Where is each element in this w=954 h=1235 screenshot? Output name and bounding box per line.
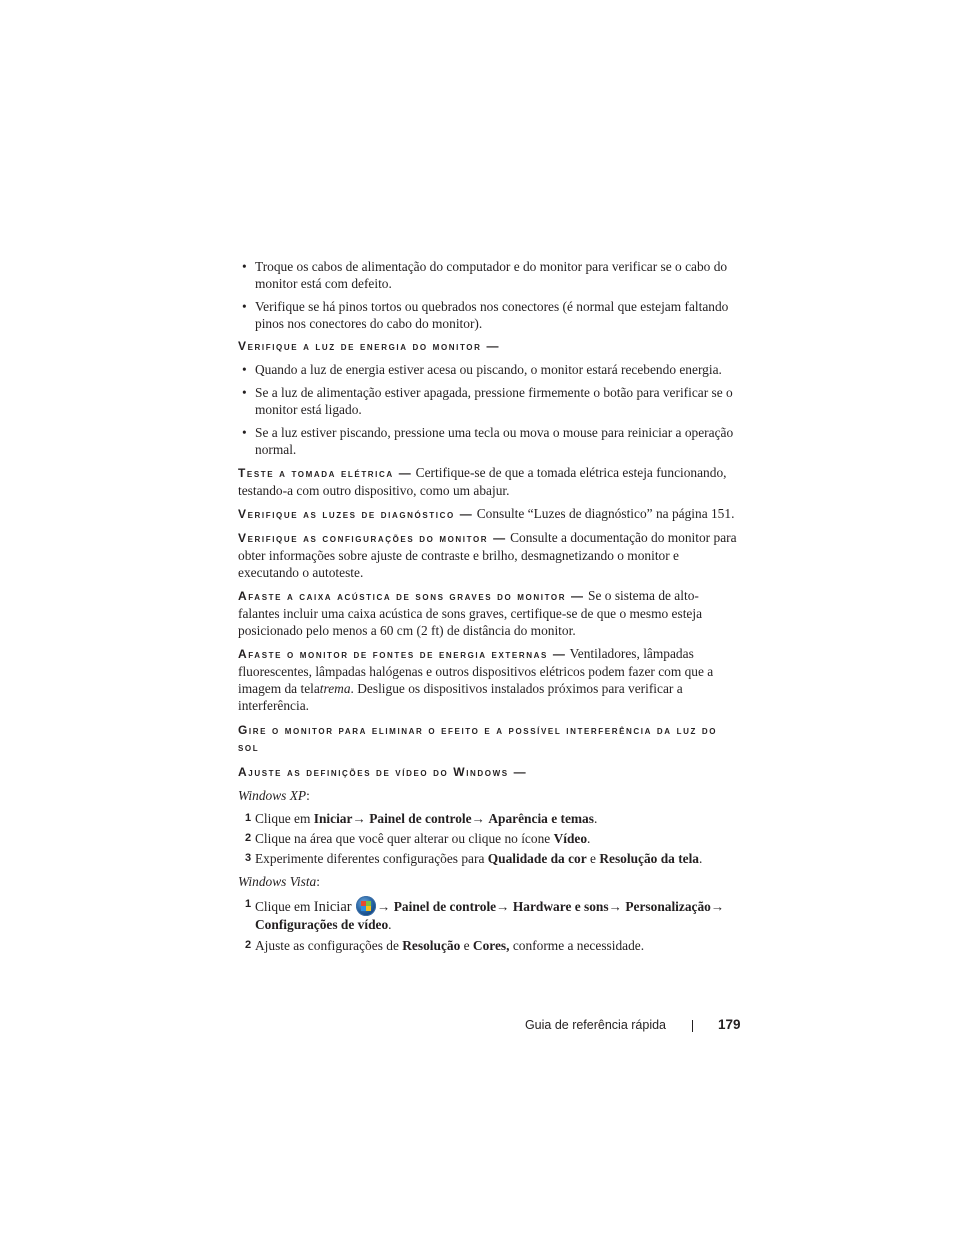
label-windows-vista: Windows Vista: xyxy=(238,874,320,889)
list-item: 2 Clique na área que você quer alterar ou clique no ícone Vídeo. xyxy=(245,831,591,846)
list-item: 2 Ajuste as configurações de Resolução e Cores, conforme a necessidade. xyxy=(245,938,645,953)
heading-video-settings: Ajuste as definições de vídeo do Windows — xyxy=(238,765,528,779)
list-item: 3 Experimente diferentes configurações para Qualidade da cor e Resolução da tela. xyxy=(245,851,703,866)
list-item: • Verifique se há pinos tortos ou quebrados nos conectores (é normal que estejam faltando pinos nos conectores do cabo do monitor). xyxy=(242,299,729,331)
heading-rotate: Gire o monitor para eliminar o efeito e a possível interferência da luz do sol xyxy=(238,723,718,754)
heading-monitor-settings: Verifique as configurações do monitor — xyxy=(238,531,507,545)
windows-start-orb-icon xyxy=(356,896,376,916)
footer-title: Guia de referência rápida xyxy=(524,1018,666,1032)
list-item: • Troque os cabos de alimentação do computador e do monitor para verificar se o cabo do monitor está com defeito. xyxy=(242,259,728,291)
list-item: 1 Clique em Iniciar→ Painel de controle→ Aparência e temas. xyxy=(245,811,598,826)
list-item: • Se a luz estiver piscando, pressione uma tecla ou mova o mouse para reiniciar a operação normal. xyxy=(242,425,734,457)
heading-external-power: Afaste o monitor de fontes de energia externas — xyxy=(238,647,567,661)
paragraph-diag-lights: Verifique as luzes de diagnóstico — Consulte “Luzes de diagnóstico” na página 151. xyxy=(238,506,735,521)
paragraph-monitor-settings: Verifique as configurações do monitor — Consulte a documentação do monitor para obter informações sobre ajuste de contraste e brilho, desmagnetizando o monitor e executando o autoteste. xyxy=(238,530,737,580)
heading-outlet: Teste a tomada elétrica — xyxy=(238,466,413,480)
heading-subwoofer: Afaste a caixa acústica de sons graves do monitor — xyxy=(238,589,585,603)
paragraph-outlet: Teste a tomada elétrica — Certifique-se de que a tomada elétrica esteja funcionando, testando-a com outro dispositivo, como um abajur. xyxy=(238,465,727,498)
page-number: 179 xyxy=(718,1017,741,1032)
footer-divider xyxy=(692,1020,693,1032)
list-item: • Se a luz de alimentação estiver apagada, pressione firmemente o botão para verificar se o monitor está ligado. xyxy=(242,385,733,417)
bullet-list-cables xyxy=(238,258,738,332)
label-windows-xp: Windows XP: xyxy=(238,788,310,803)
steps-windows-xp xyxy=(238,810,738,867)
heading-diag-lights: Verifique as luzes de diagnóstico — xyxy=(238,507,474,521)
list-item: • Quando a luz de energia estiver acesa ou piscando, o monitor estará recebendo energia. xyxy=(242,362,722,377)
heading-power-light: Verifique a luz de energia do monitor — xyxy=(238,339,501,353)
bullet-list-power-light xyxy=(238,361,738,458)
paragraph-subwoofer: Afaste a caixa acústica de sons graves do monitor — Se o sistema de alto-falantes incluir uma caixa acústica de sons graves, certifique-se de que o mesmo esteja posicionado pelo menos a 60 cm (2 ft) de distância do monitor. xyxy=(238,588,703,638)
list-item: 1 Clique em Iniciar → Painel de controle→ Hardware e sons→ Personalização→ Configurações de vídeo. xyxy=(245,898,725,932)
paragraph-external-power: Afaste o monitor de fontes de energia externas — Ventiladores, lâmpadas fluorescentes, lâmpadas halógenas e outros dispositivos elétricos podem fazer com que a imagem da telatrema. Desligue os dispositivos instalados próximos para verificar a interferência. xyxy=(238,646,714,713)
page-footer xyxy=(0,1016,954,1036)
document-body xyxy=(238,258,738,960)
steps-windows-vista xyxy=(238,896,738,954)
